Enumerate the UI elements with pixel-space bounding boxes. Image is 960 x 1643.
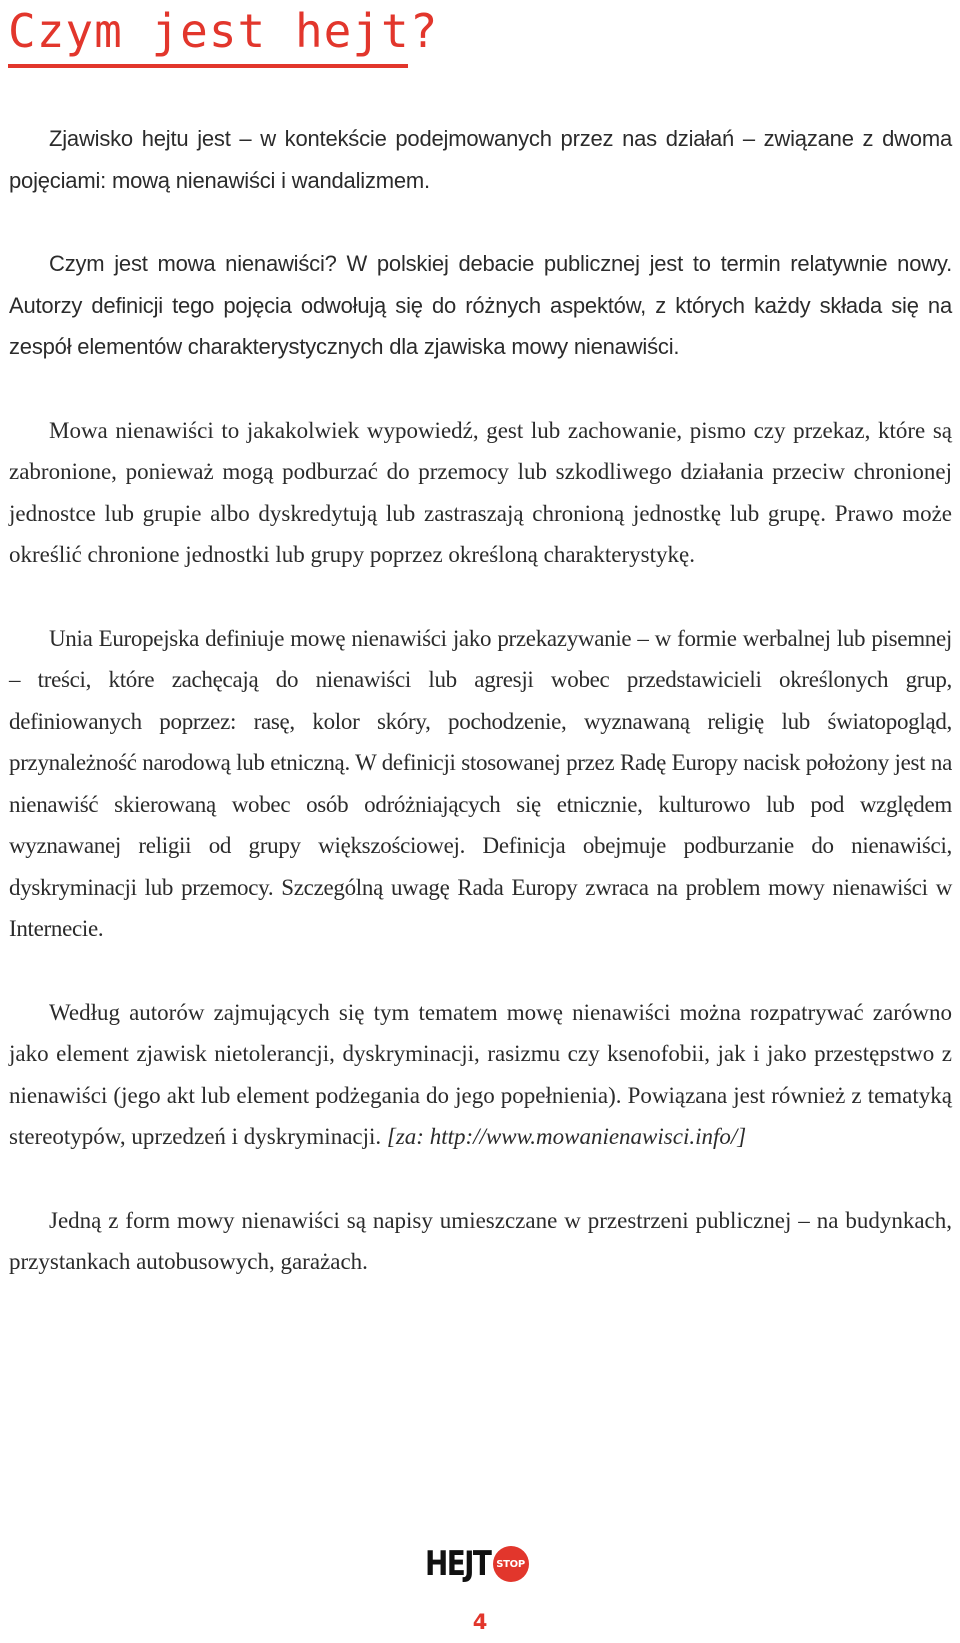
page-title: Czym jest hejt?: [8, 4, 439, 58]
title-underline: [8, 64, 408, 68]
paragraph-authors-view: [9, 992, 952, 1158]
paragraph-intro: Zjawisko hejtu jest – w kontekście podejmowanych przez nas działań – związane z dwoma pojęciami: mową nienawiści i wandalizmem.: [9, 126, 952, 193]
paragraph-eu-definition: Unia Europejska definiuje mowę nienawiści jako przekazywanie – w formie werbalnej lub pisemnej – treści, które zachęcają do nienawiści lub agresji wobec przedstawicieli określonych grup, definiowanych poprzez: rasę, kolor skóry, pochodzenie, wyznawaną religię lub światopogląd, przynależność narodową lub etniczną. W definicji stosowanej przez Radę Europy nacisk położony jest na nienawiść skierowaną wobec osób odróżniających się etnicznie, kulturowo lub pod względem wyznawanej religii od grupy większościowej. Definicja obejmuje podburzanie do nienawiści, dyskryminacji lub przemocy. Szczególną uwagę Rada Europy zwraca na problem mowy nienawiści w Internecie.: [9, 625, 952, 941]
logo-wordmark: HEJT: [425, 1544, 491, 1584]
paragraph-hate-speech-question: Czym jest mowa nienawiści? W polskiej debacie publicznej jest to termin relatywnie nowy. Autorzy definicji tego pojęcia odwołują się do różnych aspektów, z których każdy składa się na zespół elementów charakterystycznych dla zjawiska mowy nienawiści.: [9, 251, 952, 359]
stop-badge-icon: STOP: [493, 1546, 529, 1582]
article-body: [9, 118, 952, 1325]
paragraph-public-inscriptions: Jedną z form mowy nienawiści są napisy umieszczane w przestrzeni publicznej – na budynkach, przystankach autobusowych, garażach.: [9, 1207, 952, 1274]
source-citation: [za: http://www.mowanienawisci.info/]: [386, 1124, 747, 1149]
page-number: 4: [472, 1610, 488, 1634]
paragraph-authors-view-text: Według autorów zajmujących się tym tematem mowę nienawiści można rozpatrywać zarówno jako element zjawisk nietolerancji, dyskryminacji, rasizmu czy ksenofobii, jak i jako przestępstwo z nienawiści (jego akt lub element podżegania do jego popełnienia). Powiązana jest również z tematyką stereotypów, uprzedzeń i dyskryminacji.: [9, 999, 952, 1149]
hejt-stop-logo: [425, 1544, 529, 1584]
paragraph-hate-speech-definition: Mowa nienawiści to jakakolwiek wypowiedź, gest lub zachowanie, pismo czy przekaz, które są zabronione, ponieważ mogą podburzać do przemocy lub szkodliwego działania przeciw chronionej jednostce lub grupie albo dyskredytują lub zastraszają chronioną jednostkę lub grupę. Prawo może określić chronione jednostki lub grupy poprzez określoną charakterystykę.: [9, 417, 952, 567]
